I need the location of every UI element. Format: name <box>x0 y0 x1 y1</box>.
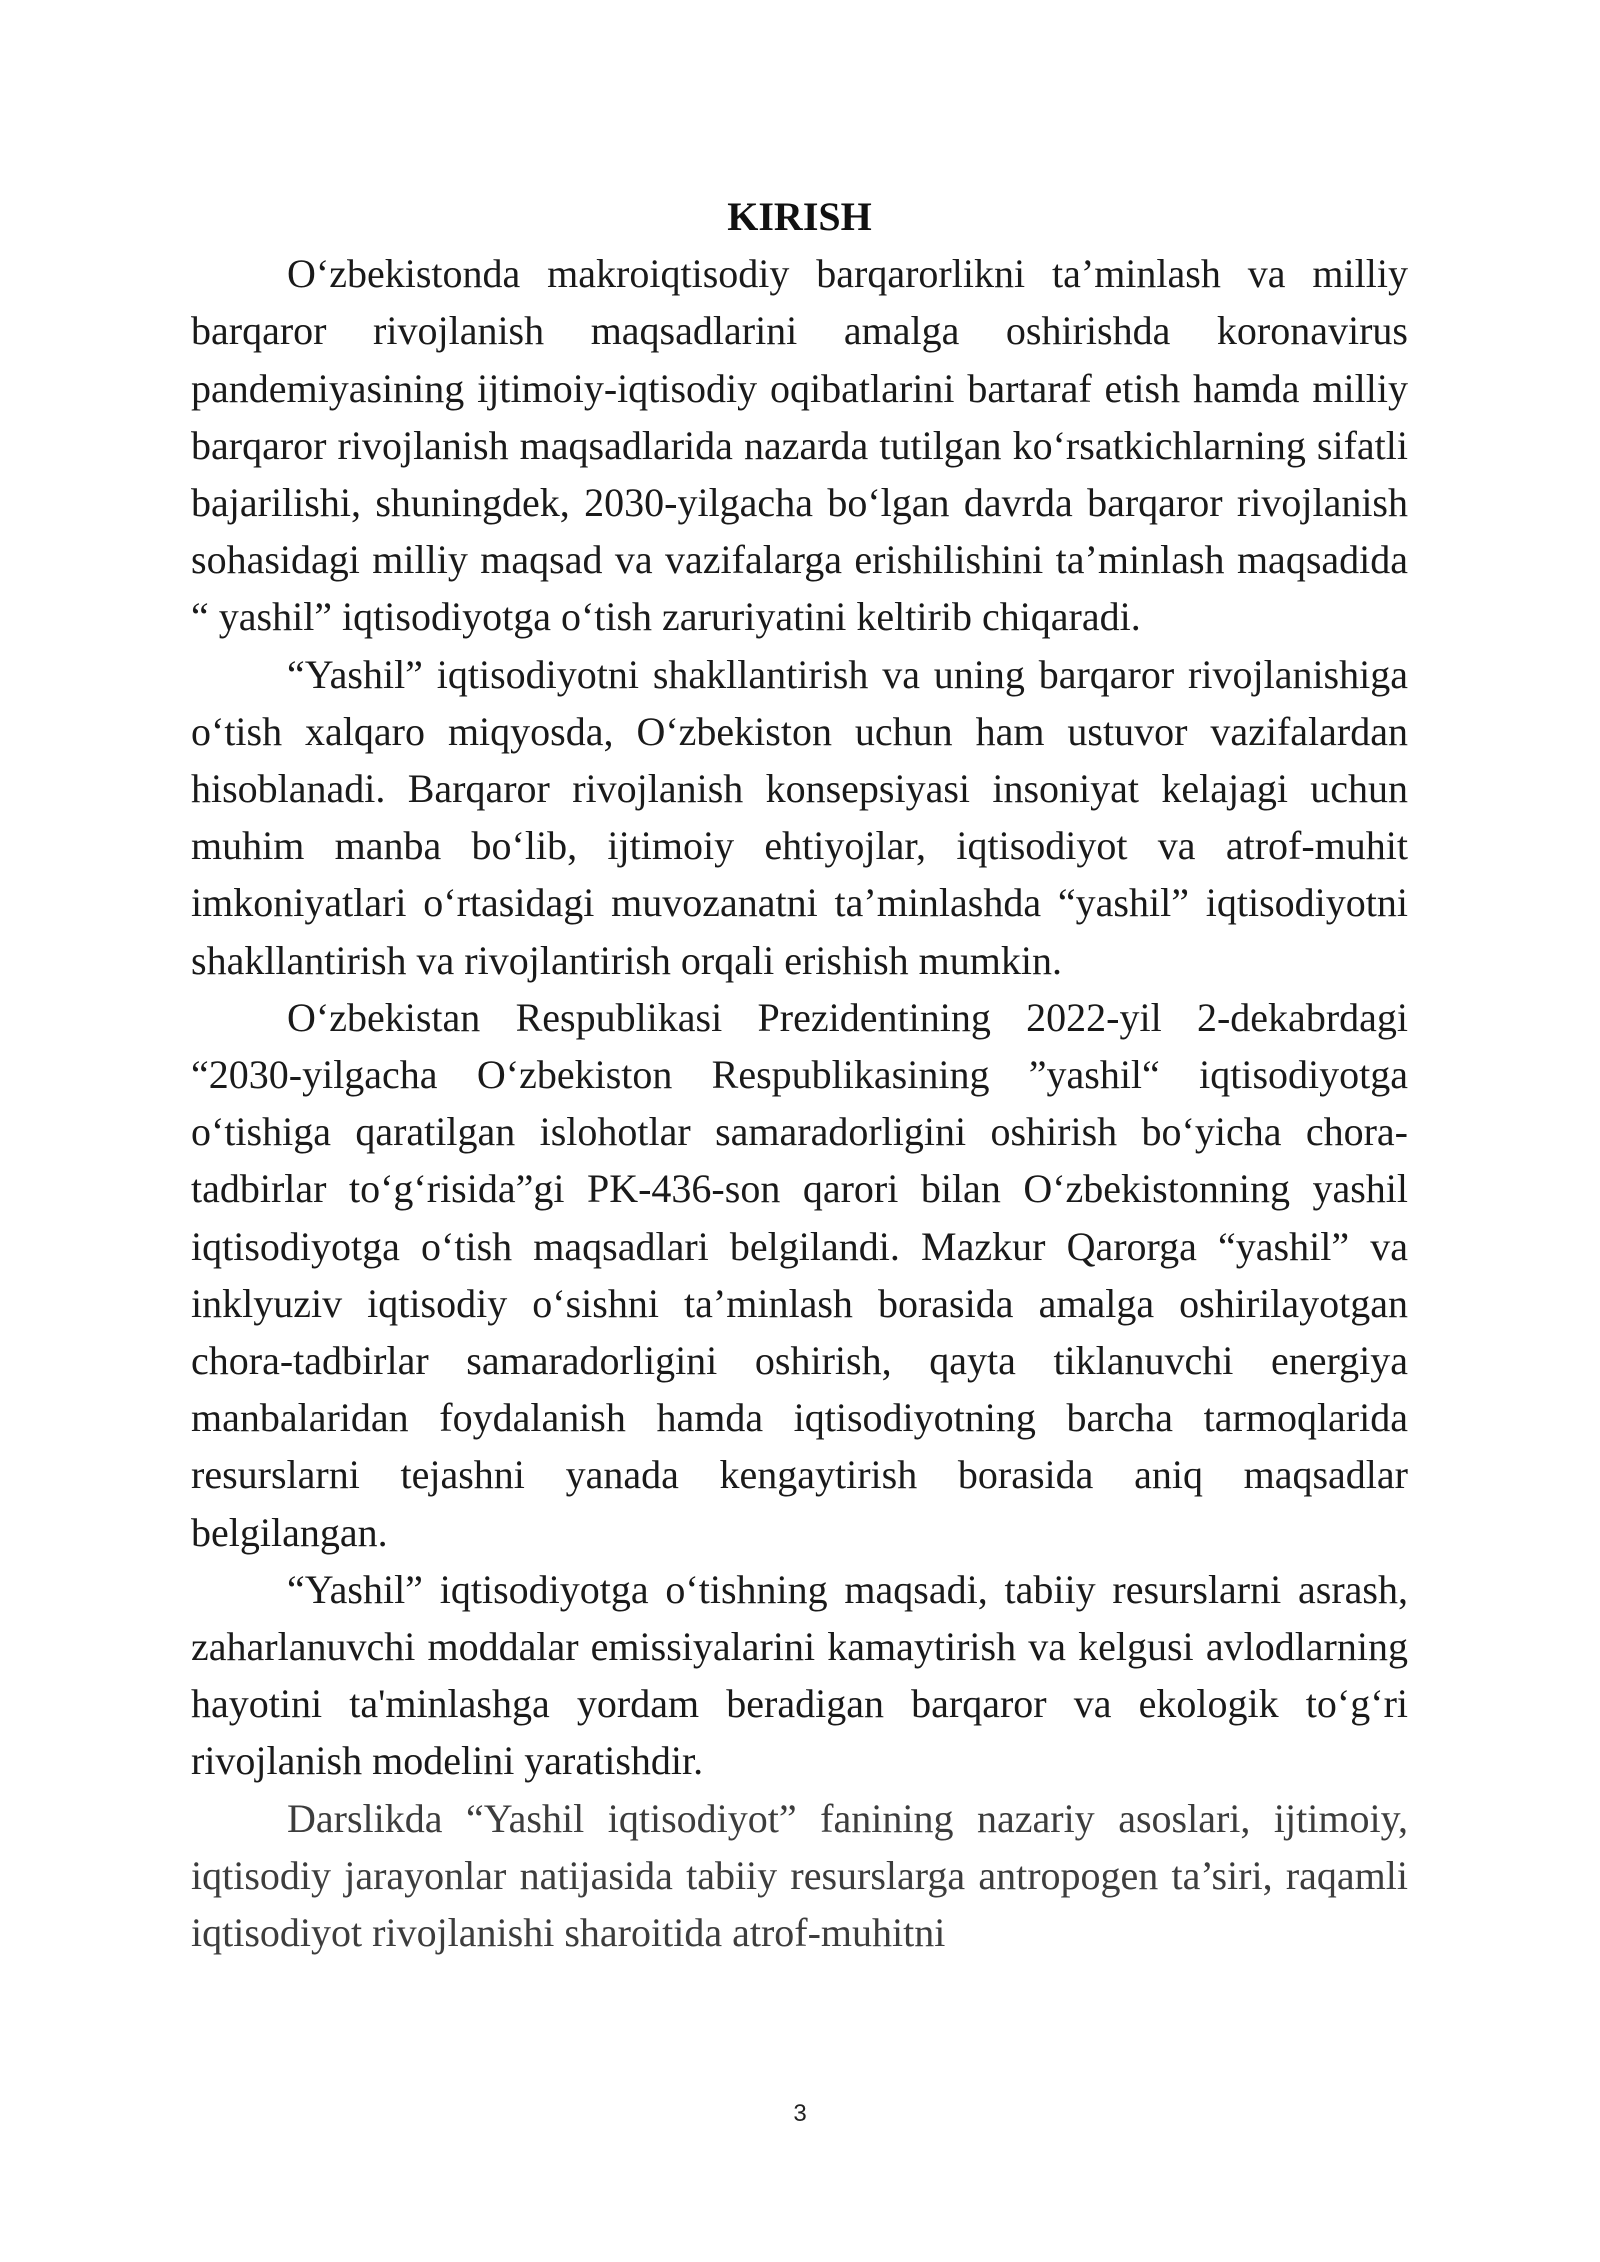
paragraph-3: O‘zbekistan Respublikasi Prezidentining 2022-yil 2-dekabrdagi “2030-yilgacha O‘zbekiston Respublikasining ”yashil“ iqtisodiyotga o‘tishiga qaratilgan islohotlar samaradorligini oshirish bo‘yicha chora-tadbirlar to‘g‘risida”gi PK-436-son qarori bilan O‘zbekistonning yashil iqtisodiyotga o‘tish maqsadlari belgilandi. Mazkur Qarorga “yashil” va inklyuziv iqtisodiy o‘sishni ta’minlash borasida amalga oshirilayotgan chora-tadbirlar samaradorligini oshirish, qayta tiklanuvchi energiya manbalaridan foydalanish hamda iqtisodiyotning barcha tarmoqlarida resurslarni tejashni yanada kengaytirish borasida aniq maqsadlar belgilangan. <box>191 994 1408 1555</box>
paragraph-5: Darslikda “Yashil iqtisodiyot” fanining nazariy asoslari, ijtimoiy, iqtisodiy jarayonlar natijasida tabiiy resurslarga antropogen ta’siri, raqamli iqtisodiyot rivojlanishi sharoitida atrof-muhitni <box>191 1795 1408 1956</box>
section-title: KIRISH <box>727 194 872 239</box>
page-number: 3 <box>793 2100 807 2127</box>
paragraph-1: O‘zbekistonda makroiqtisodiy barqarorlikni ta’minlash va milliy barqaror rivojlanish maqsadlarini amalga oshirishda koronavirus pandemiyasining ijtimoiy-iqtisodiy oqibatlarini bartaraf etish hamda milliy barqaror rivojlanish maqsadlarida nazarda tutilgan ko‘rsatkichlarning sifatli bajarilishi, shuningdek, 2030-yilgacha bo‘lgan davrda barqaror rivojlanish sohasidagi milliy maqsad va vazifalarga erishilishini ta’minlash maqsadida “ yashil” iqtisodiyotga o‘tish zaruriyatini keltirib chiqaradi. <box>191 251 1408 640</box>
paragraph-2: “Yashil” iqtisodiyotni shakllantirish va uning barqaror rivojlanishiga o‘tish xalqaro miqyosda, O‘zbekiston uchun ham ustuvor vazifalardan hisoblanadi. Barqaror rivojlanish konsepsiyasi insoniyat kelajagi uchun muhim manba bo‘lib, ijtimoiy ehtiyojlar, iqtisodiyot va atrof-muhit imkoniyatlari o‘rtasidagi muvozanatni ta’minlashda “yashil” iqtisodiyotni shakllantirish va rivojlantirish orqali erishish mumkin. <box>191 651 1408 983</box>
page-body <box>191 188 1408 1961</box>
paragraph-4: “Yashil” iqtisodiyotga o‘tishning maqsadi, tabiiy resurslarni asrash, zaharlanuvchi moddalar emissiyalarini kamaytirish va kelgusi avlodlarning hayotini ta'minlashga yordam beradigan barqaror va ekologik to‘g‘ri rivojlanish modelini yaratishdir. <box>191 1566 1408 1784</box>
